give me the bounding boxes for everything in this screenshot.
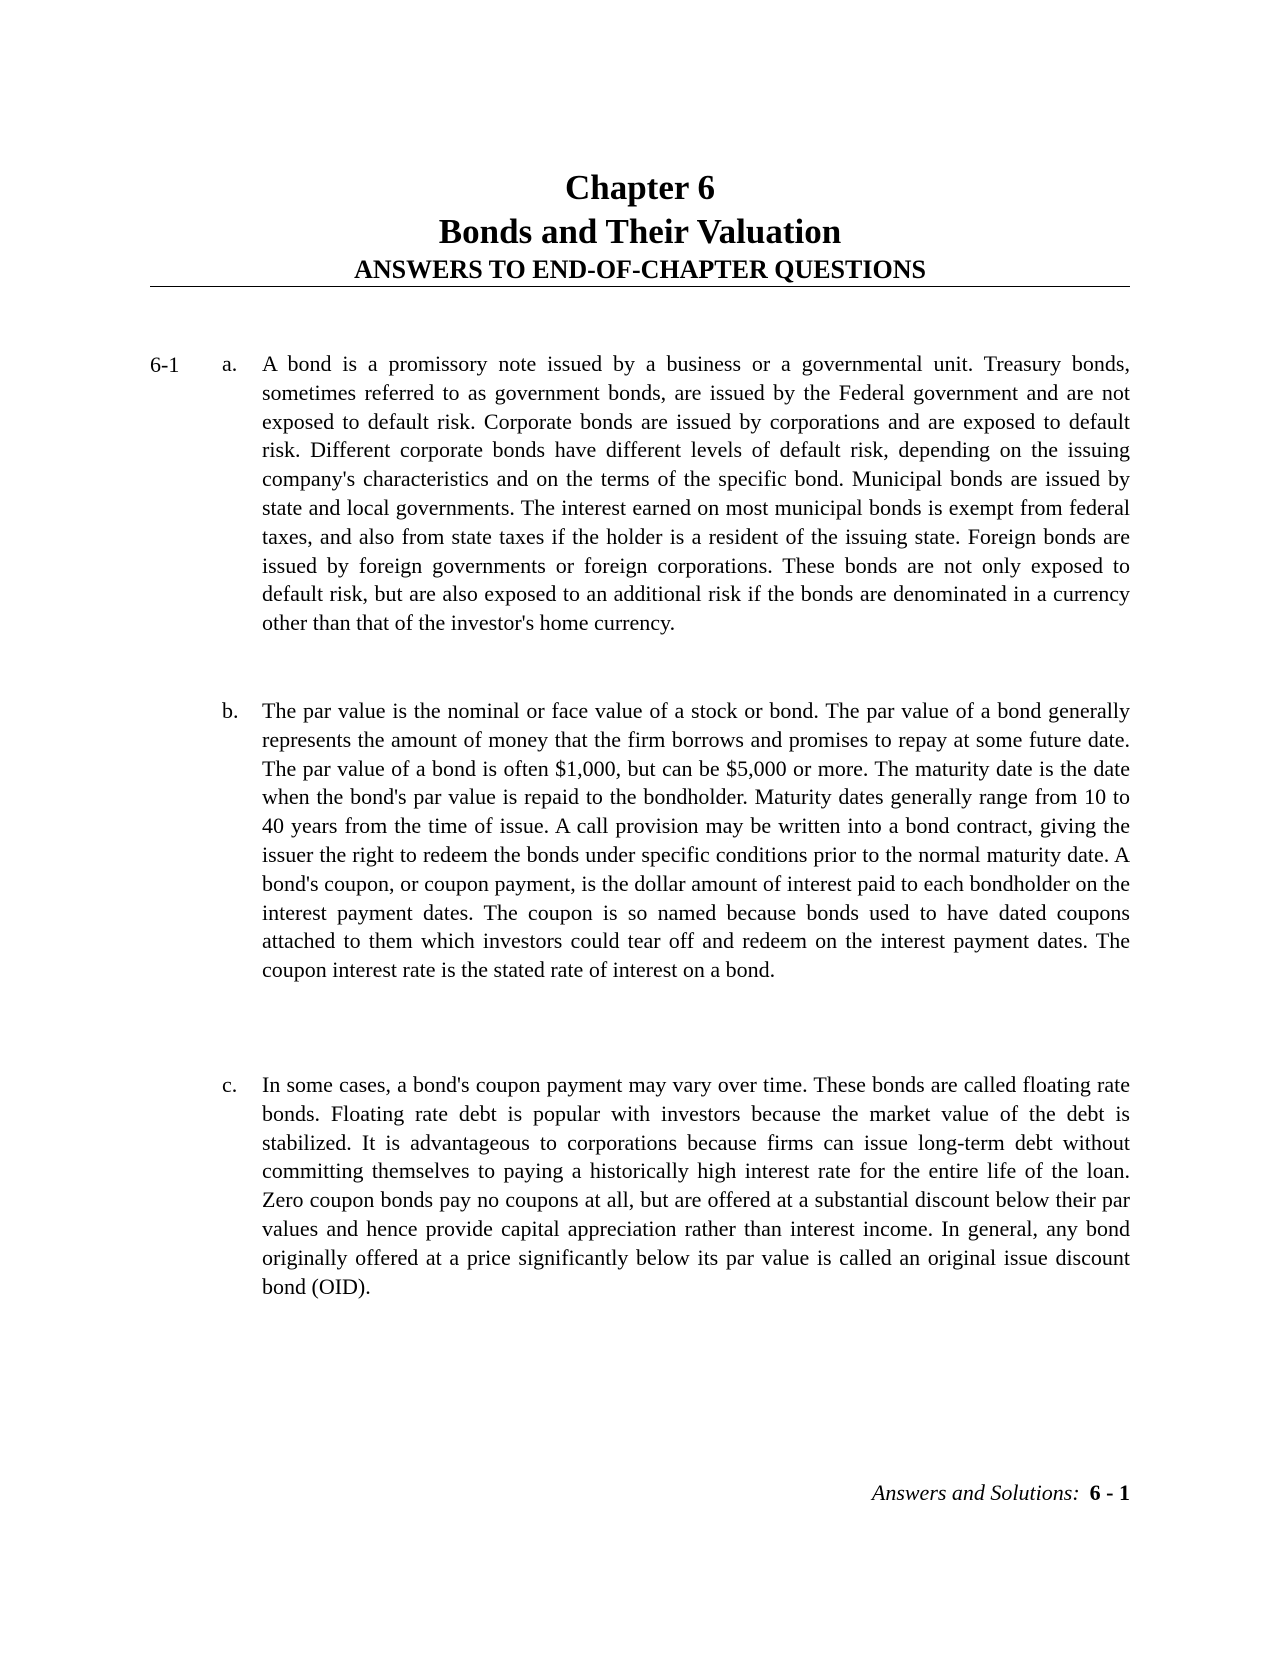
answer-item-c bbox=[222, 1071, 1130, 1301]
chapter-header bbox=[150, 166, 1130, 286]
answer-letter: c. bbox=[222, 1072, 238, 1097]
page-footer bbox=[872, 1478, 1130, 1507]
answer-letter: b. bbox=[222, 698, 239, 723]
answer-text: In some cases, a bond's coupon payment may vary over time. These bonds are called floating rate bonds. Floating rate debt is popular with investors because the market value of the debt is stabilized. It is advantageous to corporations because firms can issue long-term debt without committing themselves to paying a historically high interest rate for the entire life of the loan. Zero coupon bonds pay no coupons at all, but are offered at a substantial discount below their par values and hence provide capital appreciation rather than interest income. In general, any bond originally offered at a price significantly below its par value is called an original issue discount bond (OID). bbox=[262, 1072, 1130, 1299]
page-number: 6 - 1 bbox=[1089, 1480, 1130, 1505]
section-heading: ANSWERS TO END-OF-CHAPTER QUESTIONS bbox=[354, 255, 926, 284]
answer-text: A bond is a promissory note issued by a business or a governmental unit. Treasury bonds, sometimes referred to as government bonds, are issued by the Federal government and are not exposed to default risk. Corporate bonds are issued by corporations and are exposed to default risk. Different corporate bonds have different levels of default risk, depending on the issuing company's characteristics and on the terms of the specific bond. Municipal bonds are issued by state and local governments. The interest earned on most municipal bonds is exempt from federal taxes, and also from state taxes if the holder is a resident of the issuing state. Foreign bonds are issued by foreign governments or foreign corporations. These bonds are not only exposed to default risk, but are also exposed to an additional risk if the bonds are denominated in a currency other than that of the investor's home currency. bbox=[262, 351, 1130, 636]
chapter-title: Bonds and Their Valuation bbox=[438, 212, 842, 251]
answer-letter: a. bbox=[222, 351, 238, 376]
footer-label: Answers and Solutions: bbox=[871, 1480, 1080, 1505]
answer-item-b bbox=[222, 697, 1130, 985]
answer-text: The par value is the nominal or face value of a stock or bond. The par value of a bond generally represents the amount of money that the firm borrows and promises to repay at some future date. The par value of a bond is often $1,000, but can be $5,000 or more. The maturity date is the date when the bond's par value is repaid to the bondholder. Maturity dates generally range from 10 to 40 years from the time of issue. A call provision may be written into a bond contract, giving the issuer the right to redeem the bonds under specific conditions prior to the normal maturity date. A bond's coupon, or coupon payment, is the dollar amount of interest paid to each bondholder on the interest payment dates. The coupon is so named because bonds used to have dated coupons attached to them which investors could tear off and redeem on the interest payment dates. The coupon interest rate is the stated rate of interest on a bond. bbox=[262, 698, 1130, 983]
answer-item-a bbox=[222, 350, 1130, 638]
header-divider bbox=[150, 286, 1130, 287]
question-number: 6-1 bbox=[150, 352, 180, 377]
chapter-number: Chapter 6 bbox=[564, 168, 716, 207]
